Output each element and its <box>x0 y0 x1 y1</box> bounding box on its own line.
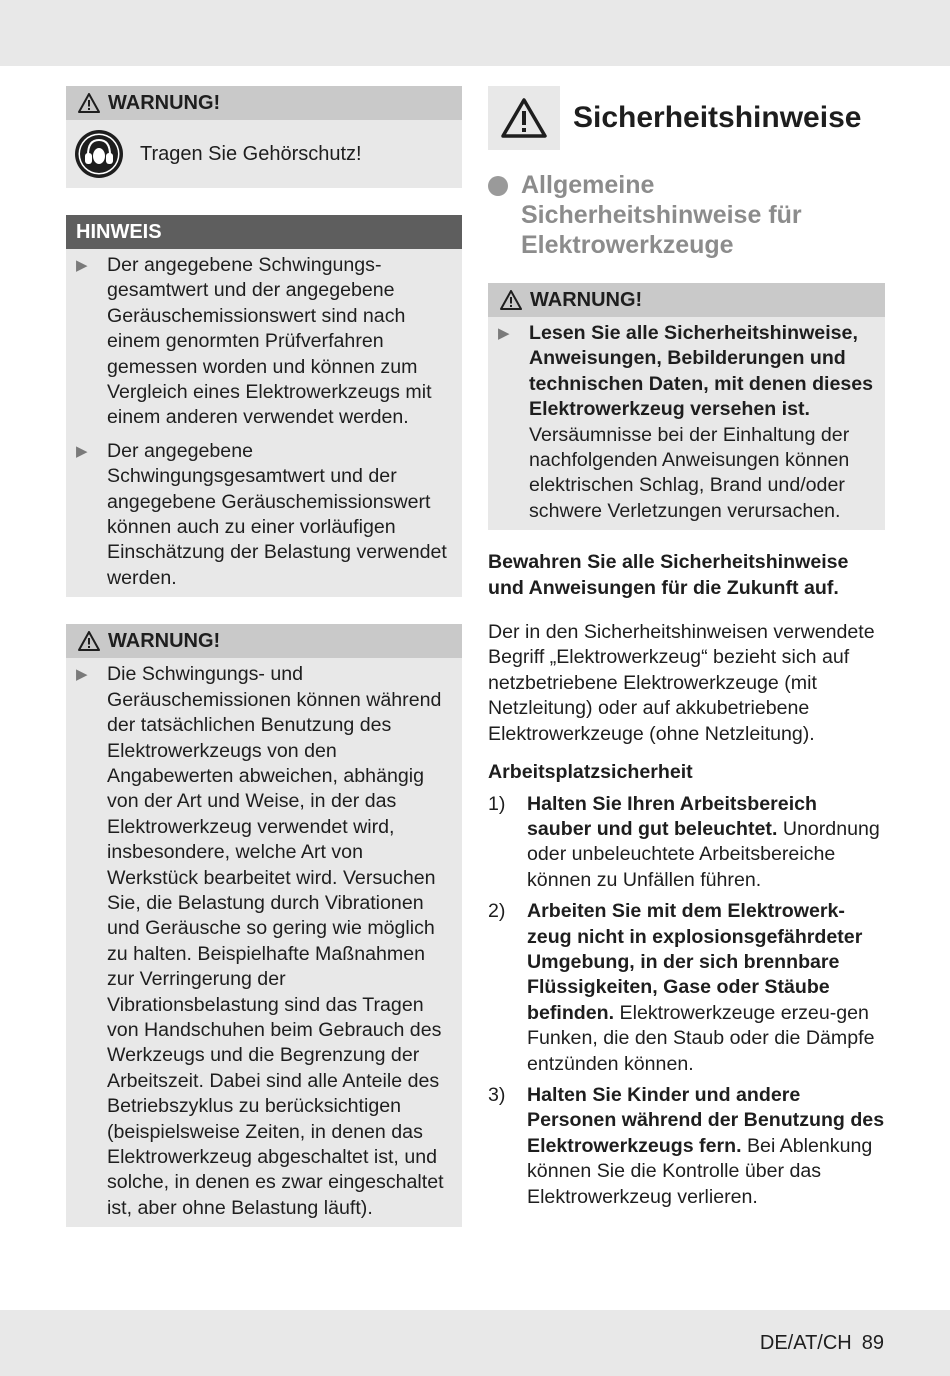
warning-triangle-icon <box>78 631 100 651</box>
section-title-row <box>488 86 885 150</box>
warning-label: WARNUNG! <box>108 629 221 652</box>
title-icon-box <box>488 86 560 150</box>
warning-header <box>488 283 885 317</box>
hearing-protection-row <box>66 120 462 188</box>
list-item-rest: Unordnung oder unbeleuchtete Arbeitsbereiche können zu Unfällen führen. <box>527 817 880 891</box>
arrow-right-icon: ▶ <box>76 666 88 684</box>
definition-paragraph: Der in den Sicherheitshinweisen verwendete Begriff „Elektrowerkzeug“ bezieht sich auf netzbetriebene Elektrowerkzeuge (mit Netzleitung) oder auf akkubetriebene Elektrowerkzeuge (ohne Netzleitung). <box>488 621 875 745</box>
warning-header <box>66 624 462 658</box>
numbered-list <box>488 792 885 1211</box>
note-item <box>76 439 452 591</box>
list-item-bold: Halten Sie Kinder und andere Personen während der Benutzung des Elektrowerkzeugs fern. <box>527 1083 885 1157</box>
note-label: HINWEIS <box>76 220 162 243</box>
subtitle: Allgemeine Sicherheitshinweise für Elektrowerkzeuge <box>521 171 802 259</box>
warning-triangle-icon <box>78 93 100 113</box>
top-bar <box>0 0 950 66</box>
page-title: Sicherheitshinweise <box>573 101 862 134</box>
bullet-dot-icon <box>488 176 508 196</box>
warning-item <box>498 321 875 524</box>
hearing-protection-icon <box>74 129 124 179</box>
warning-item-rest: Versäumnisse bei der Einhaltung der nachfolgenden Anweisungen können elektrischen Schlag, Brand und/oder schwere Verletzungen verursachen. <box>529 423 850 522</box>
hearing-protection-text: Tragen Sie Gehörschutz! <box>140 142 362 165</box>
warning-item-text: Die Schwingungs- und Geräuschemissionen können während der tatsächlichen Benutzung des Elektrowerkzeugs von den Angabewerten abweichen, abhängig von der Art und Weise, in der das Elektrowerkzeug verwendet wird, insbesondere, welche Art von Werkstück bearbeitet wird. Versuchen Sie, die Belastung durch Vibrationen und Geräusche so gering wie möglich zu halten. Beispielhafte Maßnahmen zur Verringerung der Vibrationsbelastung sind das Tragen von Handschuhen beim Gebrauch des Werkzeugs und die Begrenzung der Arbeitszeit. Dabei sind alle Anteile des Betriebszyklus zu berücksichtigen (beispielsweise Zeiten, in denen das Elektrowerkzeug abgeschaltet ist, und solche, in denen es zwar eingeschaltet ist, aber ohne Belastung läuft). <box>107 663 444 1219</box>
section-heading: Arbeitsplatzsicherheit <box>488 761 693 784</box>
note-item-text: Der angegebene Schwingungsgesamtwert und der angegebene Geräuschemissionswert können auch zu einer vorläufigen Einschätzung der Belastung verwendet werden. <box>107 439 447 589</box>
list-item-text <box>527 1083 885 1210</box>
warning-header <box>66 86 462 120</box>
arrow-right-icon: ▶ <box>76 257 88 274</box>
footer-text <box>750 1332 884 1355</box>
list-item-bold: Halten Sie Ihren Arbeitsbereich sauber und gut beleuchtet. <box>527 792 818 840</box>
warning-block-2 <box>66 624 462 1227</box>
warning-label: WARNUNG! <box>530 288 643 311</box>
page-number: 89 <box>861 1332 884 1354</box>
list-item-number: 3) <box>488 1083 506 1106</box>
warning-triangle-icon <box>500 290 522 310</box>
list-item-number: 1) <box>488 792 506 815</box>
footer-bar <box>0 1310 950 1376</box>
list-item <box>488 792 885 894</box>
list-item-rest: Bei Ablenkung können Sie die Kontrolle über das Elektrowerkzeug verlieren. <box>527 1134 873 1208</box>
list-item-text <box>527 792 885 894</box>
country-codes: DE/AT/CH <box>759 1332 852 1354</box>
warning-block-right <box>488 283 885 530</box>
right-column <box>488 86 885 1216</box>
warning-box <box>66 658 462 1227</box>
warning-box <box>488 317 885 530</box>
warning-label: WARNUNG! <box>108 91 221 114</box>
arrow-right-icon: ▶ <box>498 325 510 342</box>
list-item-bold: Arbeiten Sie mit dem Elektrowerk-zeug nicht in explosionsgefährdeter Umgebung, in der sich brennbare Flüssigkeiten, Gase oder Stäube befinden. <box>527 900 863 1024</box>
list-item-text <box>527 899 885 1077</box>
list-item <box>488 1083 885 1210</box>
list-item <box>488 899 885 1077</box>
subtitle-row <box>488 170 885 260</box>
keep-instructions-note: Bewahren Sie alle Sicherheitshinweise und Anweisungen für die Zukunft auf. <box>488 551 849 599</box>
arrow-right-icon: ▶ <box>76 442 88 460</box>
note-box <box>66 249 462 597</box>
warning-item-text <box>529 321 875 524</box>
warning-item-bold: Lesen Sie alle Sicherheitshinweise, Anweisungen, Bebilderungen und technischen Daten, mit denen dieses Elektrowerkzeug versehen ist. <box>529 322 874 421</box>
note-item <box>76 253 452 431</box>
list-item-rest: Elektrowerkzeuge erzeu-gen Funken, die den Staub oder die Dämpfe entzünden können. <box>527 1001 875 1075</box>
left-column <box>66 86 462 1227</box>
list-item-number: 2) <box>488 900 506 923</box>
warning-triangle-icon <box>501 98 547 138</box>
note-header <box>66 215 462 249</box>
warning-item <box>76 662 452 1221</box>
note-item-text: Der angegebene Schwingungs-gesamtwert und der angegebene Geräuschemissionswert sind nach einem genormten Prüfverfahren gemessen worden und können zum Vergleich eines Elektrowerkzeugs mit einem anderen verwendet werden. <box>107 254 432 429</box>
